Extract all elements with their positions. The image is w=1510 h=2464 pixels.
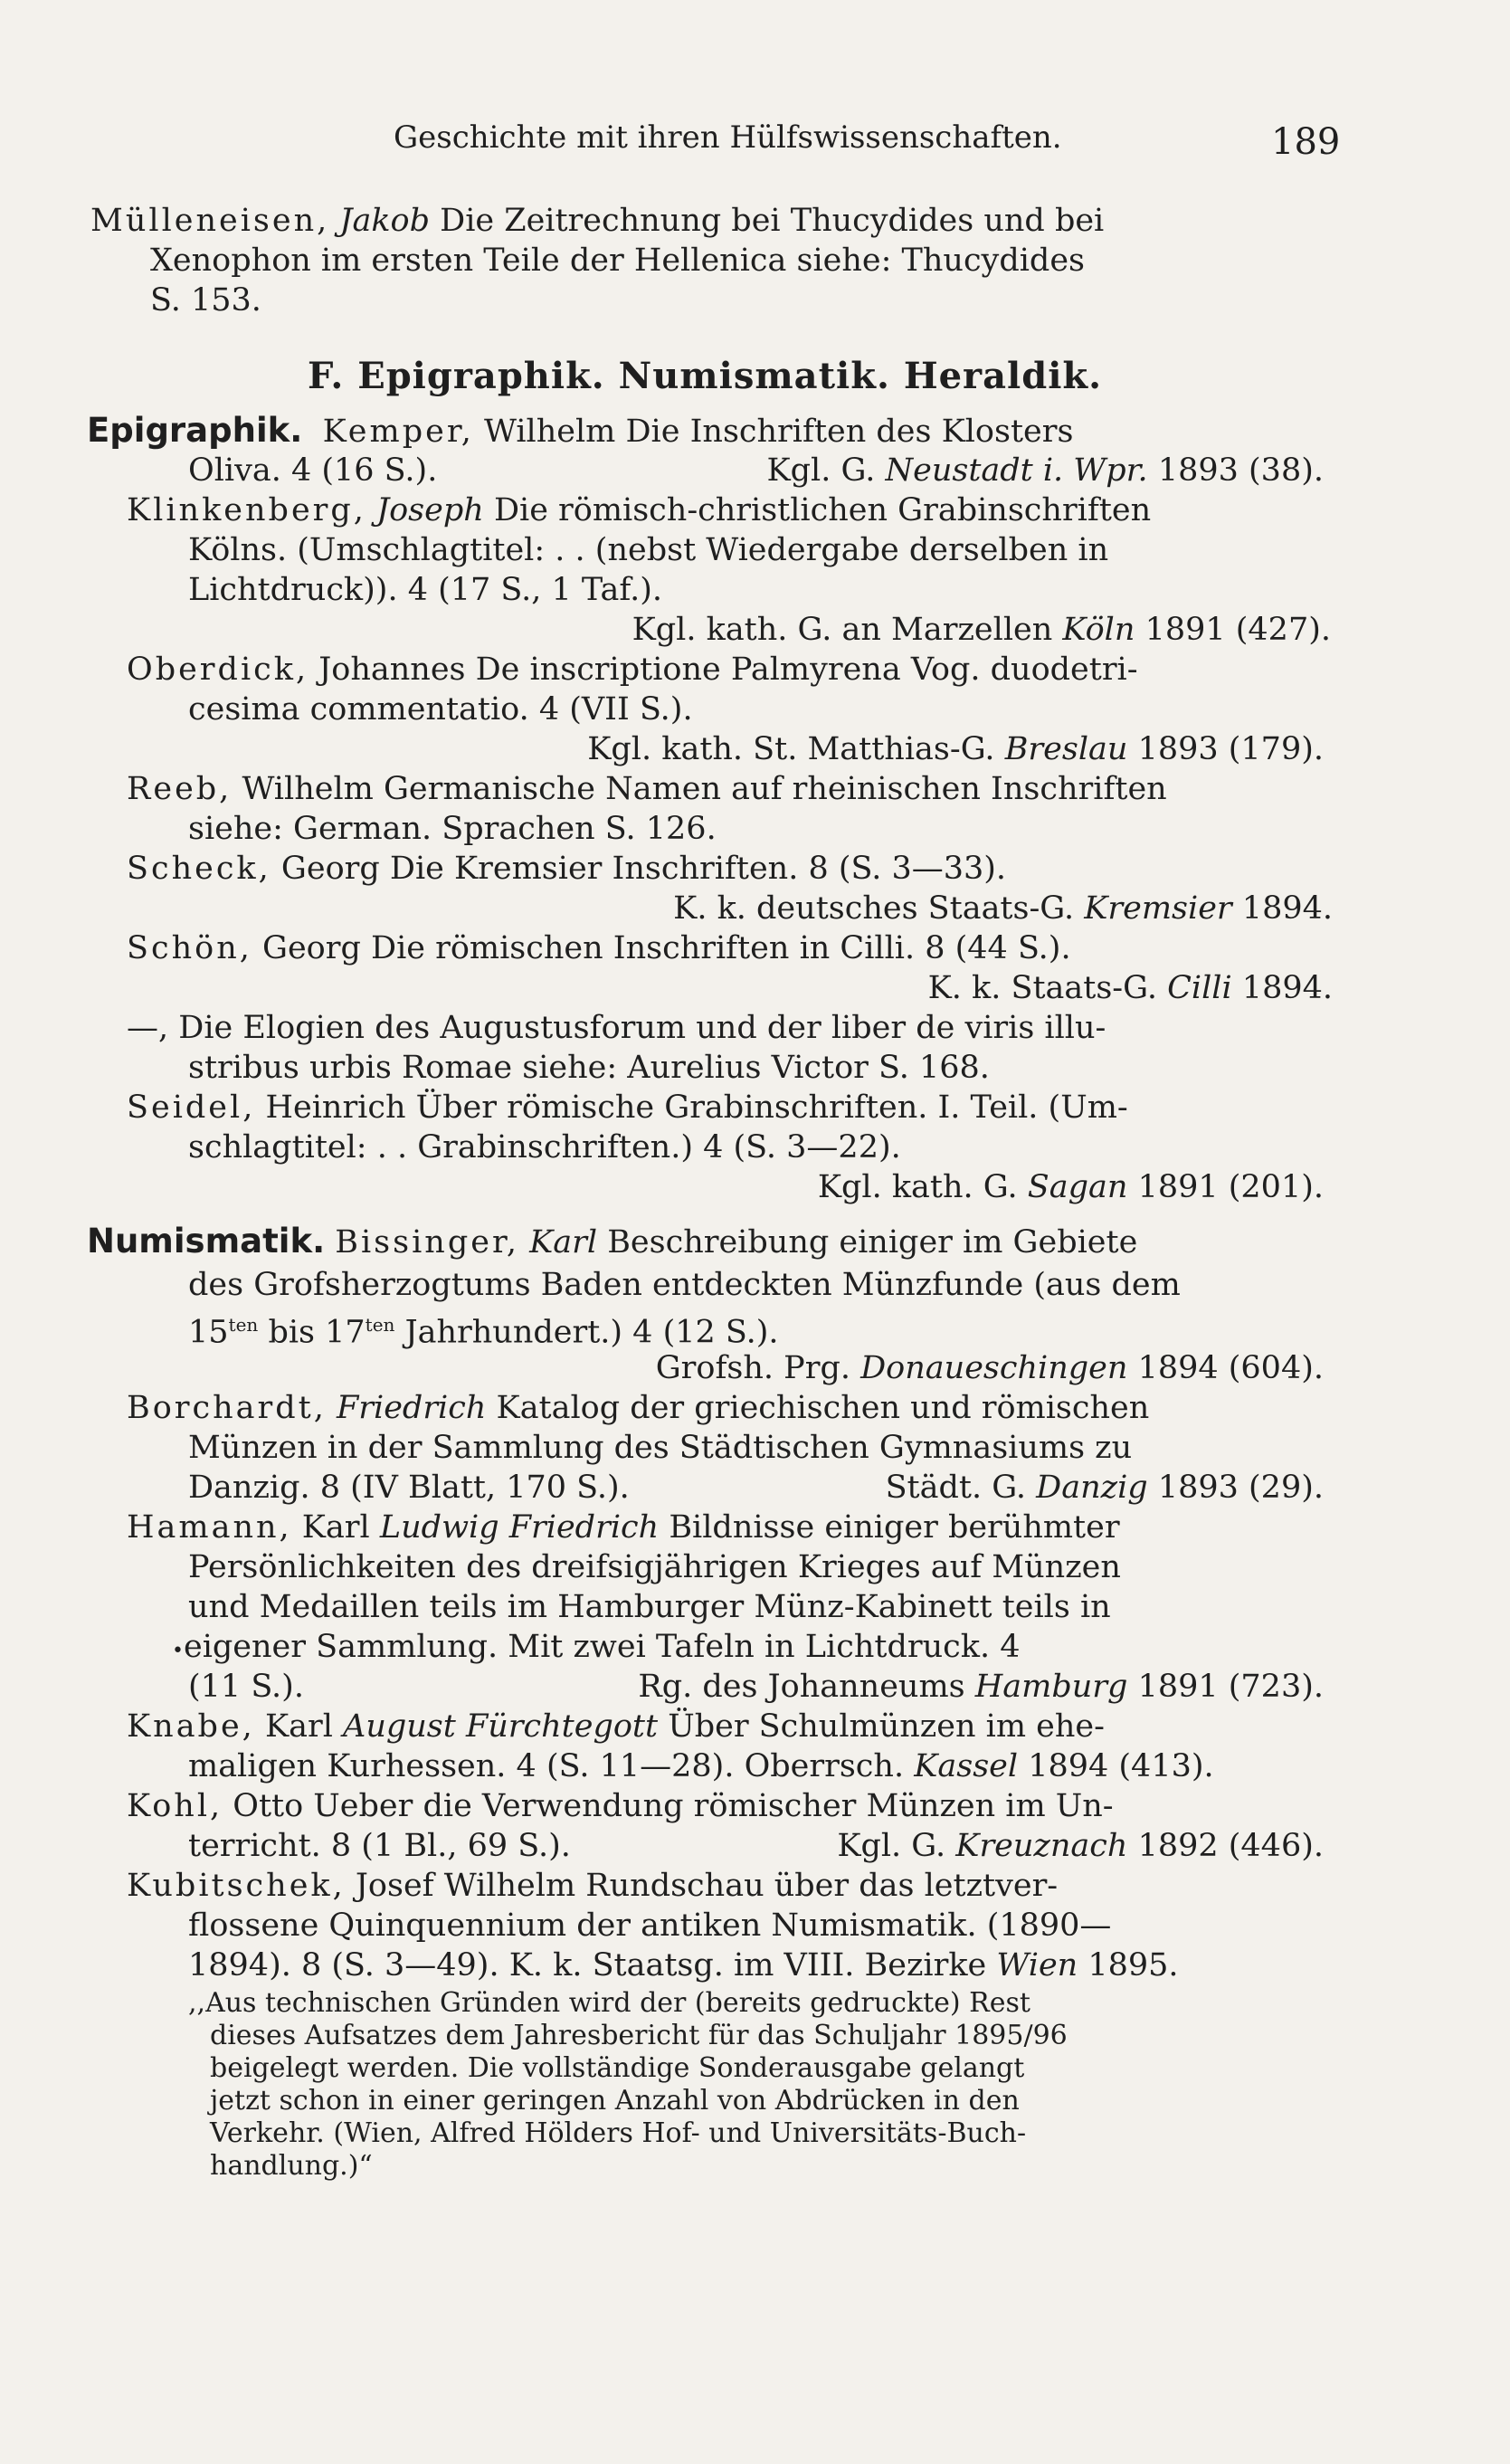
text-fragment: bis 17 xyxy=(258,1314,366,1351)
given-name: Joseph xyxy=(376,492,484,528)
superscript: ten xyxy=(365,1314,395,1336)
author-name: Mülleneisen, xyxy=(90,203,330,239)
entry-kemper-line2a: Oliva. 4 (16 S.). xyxy=(188,452,438,489)
entry-hamann-line5b xyxy=(638,1667,1324,1707)
school: Kgl. kath. St. Matthias-G. xyxy=(587,731,995,767)
given-name: Jakob xyxy=(339,203,431,239)
year: 1891 (201). xyxy=(1137,1169,1324,1205)
given-name: August Fürchtegott xyxy=(343,1708,659,1745)
year: 1893 (29). xyxy=(1157,1470,1324,1506)
entry-hamann-line2: Persönlichkeiten des dreifsigjährigen Krieges auf Münzen xyxy=(188,1549,1121,1585)
year: 1891 (723). xyxy=(1137,1669,1324,1705)
entry-schoen2-line1: —, Die Elogien des Augustusforum und der liber de viris illu- xyxy=(127,1010,1106,1046)
author-name: Hamann, xyxy=(127,1509,292,1546)
place: Sagan xyxy=(1027,1169,1128,1205)
author-name: Bissinger, xyxy=(335,1224,519,1261)
author-name: Reeb, xyxy=(127,771,233,807)
place: Cilli xyxy=(1167,970,1232,1006)
entry-schoen2-line2: stribus urbis Romae siehe: Aurelius Victor S. 168. xyxy=(188,1050,990,1086)
given-name: Friedrich xyxy=(337,1390,487,1426)
entry-hamann-line3: und Medaillen teils im Hamburger Münz-Kabinett teils in xyxy=(188,1589,1111,1625)
entry-text: Bildnisse einiger berühmter xyxy=(669,1509,1120,1546)
category-epigraphik: Epigraphik. xyxy=(87,411,303,450)
given-name: Karl xyxy=(529,1224,598,1261)
place: Breslau xyxy=(1004,731,1128,767)
place: Neustadt i. Wpr. xyxy=(885,452,1148,489)
margin-mark: • xyxy=(172,1640,184,1662)
author-name: Schön, xyxy=(127,930,252,966)
place: Wien xyxy=(996,1947,1078,1984)
given-name: Karl xyxy=(301,1509,370,1546)
year: 1892 (446). xyxy=(1137,1828,1324,1864)
year: 1894. xyxy=(1241,970,1333,1006)
entry-kubitschek-line2: flossene Quinquennium der antiken Numismatik. (1890— xyxy=(188,1907,1112,1944)
page-number: 189 xyxy=(1271,121,1341,163)
entry-schoen-line2 xyxy=(928,968,1333,1008)
footnote-line: dieses Aufsatzes dem Jahresbericht für das Schuljahr 1895/96 xyxy=(210,2020,1068,2051)
place: Danzig xyxy=(1036,1470,1148,1506)
entry-kubitschek-line1 xyxy=(127,1866,1058,1906)
entry-text: Wilhelm Germanische Namen auf rheinischen Inschriften xyxy=(242,771,1167,807)
entry-text: eigener Sammlung. Mit zwei Tafeln in Lichtdruck. 4 xyxy=(183,1629,1021,1665)
entry-text: maligen Kurhessen. 4 (S. 11—28). Oberrsch. xyxy=(188,1748,905,1784)
category-numismatik: Numismatik. xyxy=(87,1222,326,1261)
entry-text: Die Zeitrechnung bei Thucydides und bei xyxy=(440,203,1105,239)
year: 1894. xyxy=(1241,890,1333,927)
place: Donaueschingen xyxy=(860,1350,1128,1386)
entry-text: Katalog der griechischen und römischen xyxy=(496,1390,1150,1426)
author-name: Klinkenberg, xyxy=(127,492,366,528)
entry-scheck-line2 xyxy=(673,889,1333,928)
year: 1894 (413). xyxy=(1028,1748,1214,1784)
entry-text: Georg Die römischen Inschriften in Cilli. 8 (44 S.). xyxy=(262,930,1071,966)
entry-borchardt-line3: Danzig. 8 (IV Blatt, 170 S.). xyxy=(188,1470,630,1506)
school: Städt. G. xyxy=(885,1470,1027,1506)
entry-borchardt-line2: Münzen in der Sammlung des Städtischen Gymnasiums zu xyxy=(188,1430,1133,1466)
entry-muelleneisen-line2: Xenophon im ersten Teile der Hellenica siehe: Thucydides xyxy=(150,243,1086,279)
school: Kgl. G. xyxy=(766,452,876,489)
school: Kgl. kath. G. xyxy=(817,1169,1018,1205)
footnote-line: Verkehr. (Wien, Alfred Hölders Hof- und Universitäts-Buch- xyxy=(210,2117,1027,2149)
entry-kohl-line2: terricht. 8 (1 Bl., 69 S.). xyxy=(188,1828,571,1864)
entry-muelleneisen-line1 xyxy=(90,201,1104,241)
entry-kohl-line1 xyxy=(127,1786,1114,1826)
text-fragment: 15 xyxy=(188,1314,229,1351)
year: 1893 (179). xyxy=(1137,731,1324,767)
author-name: Kohl, xyxy=(127,1788,223,1824)
entry-bissinger-line4 xyxy=(656,1348,1324,1388)
year: 1895. xyxy=(1087,1947,1179,1984)
entry-muelleneisen-line3: S. 153. xyxy=(150,282,261,319)
school: Grofsh. Prg. xyxy=(655,1350,850,1386)
entry-text: Otto Ueber die Verwendung römischer Münzen im Un- xyxy=(233,1788,1114,1824)
given-name: Ludwig Friedrich xyxy=(379,1509,660,1546)
superscript: ten xyxy=(228,1314,259,1336)
entry-klinkenberg-line3: Lichtdruck)). 4 (17 S., 1 Taf.). xyxy=(188,572,663,608)
entry-klinkenberg-line4 xyxy=(632,610,1331,650)
entry-seidel-line1 xyxy=(127,1088,1128,1127)
entry-hamann-line4 xyxy=(172,1627,1020,1671)
entry-text: Wilhelm Die Inschriften des Klosters xyxy=(483,414,1074,450)
text-fragment: Jahrhundert.) 4 (12 S.). xyxy=(394,1314,779,1351)
author-name: Scheck, xyxy=(127,851,271,887)
entry-reeb-line1 xyxy=(127,769,1167,809)
entry-knabe-line1 xyxy=(127,1707,1105,1746)
place: Kassel xyxy=(914,1748,1019,1784)
running-title: Geschichte mit ihren Hülfswissenschaften. xyxy=(394,119,1062,156)
entry-oberdick-line1 xyxy=(127,650,1138,690)
entry-kohl-line2b xyxy=(837,1826,1324,1866)
entry-kemper-line1 xyxy=(87,411,1073,452)
author-name: Seidel, xyxy=(127,1089,256,1126)
entry-text: 1894). 8 (S. 3—49). K. k. Staatsg. im VIII. Bezirke xyxy=(188,1947,987,1984)
entry-text: Beschreibung einiger im Gebiete xyxy=(607,1224,1138,1261)
school: Kgl. G. xyxy=(837,1828,946,1864)
entry-borchardt-line3b xyxy=(886,1468,1324,1508)
entry-hamann-line5: (11 S.). xyxy=(188,1669,304,1705)
entry-hamann-line1 xyxy=(127,1508,1120,1547)
entry-borchardt-line1 xyxy=(127,1388,1149,1428)
author-name: Knabe, xyxy=(127,1708,255,1745)
entry-text: Die römisch-christlichen Grabinschriften xyxy=(493,492,1152,528)
entry-reeb-line2: siehe: German. Sprachen S. 126. xyxy=(188,811,717,847)
school: Rg. des Johanneums xyxy=(638,1669,965,1705)
place: Köln xyxy=(1062,612,1135,648)
school: K. k. deutsches Staats-G. xyxy=(673,890,1075,927)
entry-bissinger-line1 xyxy=(87,1222,1137,1262)
entry-seidel-line3 xyxy=(818,1167,1324,1207)
footnote-line: beigelegt werden. Die vollständige Sonderausgabe gelangt xyxy=(210,2052,1025,2084)
footnote-line: handlung.)“ xyxy=(210,2150,373,2182)
entry-text: Johannes De inscriptione Palmyrena Vog. duodetri- xyxy=(318,652,1138,688)
school: Kgl. kath. G. an Marzellen xyxy=(632,612,1053,648)
section-title: F. Epigraphik. Numismatik. Heraldik. xyxy=(308,355,1103,397)
entry-text: Über Schulmünzen im ehe- xyxy=(668,1708,1105,1745)
entry-bissinger-line2: des Grofsherzogtums Baden entdeckten Münzfunde (aus dem xyxy=(188,1267,1181,1303)
entry-bissinger-line3 xyxy=(188,1305,779,1353)
entry-kubitschek-line3 xyxy=(188,1946,1179,1985)
entry-text: Georg Die Kremsier Inschriften. 8 (S. 3—33). xyxy=(280,851,1007,887)
footnote-line: jetzt schon in einer geringen Anzahl von Abdrücken in den xyxy=(210,2085,1020,2117)
author-name: Oberdick, xyxy=(127,652,309,688)
entry-knabe-line2 xyxy=(188,1746,1214,1786)
entry-kemper-line2b xyxy=(767,451,1325,490)
entry-klinkenberg-line2: Kölns. (Umschlagtitel: . . (nebst Wiedergabe derselben in xyxy=(188,532,1109,568)
entry-text: Heinrich Über römische Grabinschriften. I. Teil. (Um- xyxy=(265,1089,1128,1126)
place: Kreuznach xyxy=(955,1828,1128,1864)
author-name: Kubitschek, xyxy=(127,1868,346,1904)
place: Hamburg xyxy=(974,1669,1128,1705)
entry-scheck-line1 xyxy=(127,849,1006,889)
entry-oberdick-line2: cesima commentatio. 4 (VII S.). xyxy=(188,691,693,728)
entry-klinkenberg-line1 xyxy=(127,490,1151,530)
entry-seidel-line2: schlagtitel: . . Grabinschriften.) 4 (S. 3—22). xyxy=(188,1129,901,1165)
author-name: Borchardt, xyxy=(127,1390,327,1426)
entry-oberdick-line3 xyxy=(587,729,1324,769)
author-name: Kemper, xyxy=(322,414,474,450)
place: Kremsier xyxy=(1084,890,1232,927)
year: 1893 (38). xyxy=(1157,452,1324,489)
given-name: Karl xyxy=(264,1708,333,1745)
year: 1894 (604). xyxy=(1137,1350,1324,1386)
entry-text: Josef Wilhelm Rundschau über das letztver- xyxy=(355,1868,1059,1904)
footnote-line: ,,Aus technischen Gründen wird der (bereits gedruckte) Rest xyxy=(188,1987,1030,2019)
entry-schoen-line1 xyxy=(127,928,1071,968)
school: K. k. Staats-G. xyxy=(927,970,1157,1006)
year: 1891 (427). xyxy=(1144,612,1331,648)
